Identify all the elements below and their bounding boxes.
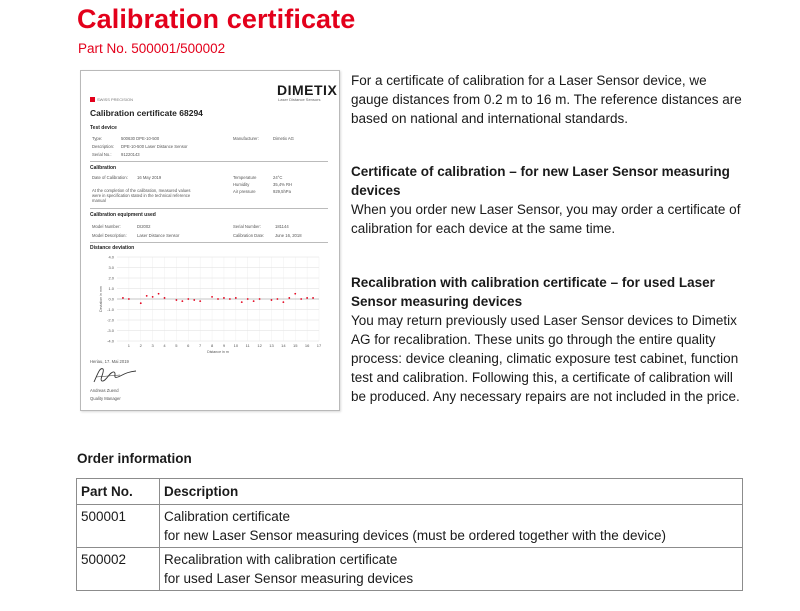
data-point xyxy=(253,300,255,302)
section-recal-heading: Recalibration with calibration certificate – for used Laser Sensor measuring devices xyxy=(351,275,715,309)
data-point xyxy=(294,293,296,295)
cert-field-value: June 16, 2018 xyxy=(275,233,302,238)
cert-note: At the completion of the calibration, measured values xyxy=(92,188,191,193)
cert-field-value: DI2002 xyxy=(137,224,151,229)
column-header-part-no: Part No. xyxy=(77,479,160,505)
data-point xyxy=(235,297,237,299)
calibration-heading: Calibration xyxy=(90,165,117,171)
data-point xyxy=(158,293,160,295)
description-cell xyxy=(160,548,743,591)
table-row xyxy=(77,505,743,548)
dimetix-logo: DIMETIX xyxy=(277,82,338,98)
part-number-cell: 500001 xyxy=(77,505,160,548)
data-point xyxy=(277,298,279,300)
description-line: for new Laser Sensor measuring devices (must be ordered together with the device) xyxy=(164,528,667,543)
cert-field-value: DPE-10-500 Laser Distance Sensor xyxy=(121,144,188,149)
data-point xyxy=(259,298,261,300)
distance-deviation-chart xyxy=(87,249,331,359)
description-line: for used Laser Sensor measuring devices xyxy=(164,571,414,586)
section-recalibration xyxy=(351,273,743,406)
certificate-image xyxy=(80,70,340,411)
page-title: Calibration certificate xyxy=(77,4,356,34)
x-tick-label: 1 xyxy=(127,343,130,348)
data-point xyxy=(241,301,243,303)
cert-field-label: Model Description: xyxy=(92,233,127,238)
divider xyxy=(90,242,328,243)
data-point xyxy=(193,299,195,301)
y-tick-label: -1.0 xyxy=(107,307,114,312)
cert-field-value: 181144 xyxy=(275,224,289,229)
cert-field-value: Dimetix AG xyxy=(273,136,294,141)
data-point xyxy=(181,300,183,302)
column-header-description: Description xyxy=(160,479,743,505)
cert-field-label: Description: xyxy=(92,144,115,149)
cert-field-label: Serial Number: xyxy=(233,224,261,229)
cert-note: manual xyxy=(92,198,106,203)
x-tick-label: 15 xyxy=(293,343,298,348)
intro-paragraph xyxy=(351,71,743,128)
y-tick-label: -2.0 xyxy=(107,317,114,323)
cert-field-label: Manufacturer: xyxy=(233,136,259,141)
x-tick-label: 12 xyxy=(257,343,262,348)
section-new-devices xyxy=(351,162,743,238)
description-cell xyxy=(160,505,743,548)
y-tick-label: 2.0 xyxy=(108,275,114,281)
data-point xyxy=(300,298,302,300)
signature-image xyxy=(90,365,140,385)
y-tick-label: 0.0 xyxy=(108,296,114,302)
cert-field-label: Type: xyxy=(92,136,103,141)
cert-field-label: Date of Calibration: xyxy=(92,175,128,180)
section-recal-body: You may return previously used Laser Sensor devices to Dimetix AG for recalibration. These units go through the entire quality process: device cleaning, climatic exposure test cabinet, function test and calibration. Following this, a certificate of calibration will be produced. Any necessary repairs are not included in the price. xyxy=(351,313,740,404)
description-line: Recalibration with calibration certificate xyxy=(164,552,398,567)
data-point xyxy=(128,298,130,300)
cert-field-value: 929,5hPa xyxy=(273,189,291,194)
cert-field-value: Laser Distance Sensor xyxy=(137,233,180,238)
data-point xyxy=(122,297,124,299)
order-table xyxy=(76,478,743,591)
data-point xyxy=(217,298,219,300)
data-point xyxy=(229,298,231,300)
test-device-heading: Test device xyxy=(90,125,117,131)
certificate-title: Calibration certificate 68294 xyxy=(90,108,203,118)
cert-field-value: 91220143 xyxy=(121,152,140,157)
data-point xyxy=(140,302,142,304)
place-date: Heriau, 17. Mai 2019 xyxy=(90,359,129,364)
data-point xyxy=(146,295,148,297)
equipment-heading: Calibration equipment used xyxy=(90,212,156,218)
data-point xyxy=(176,299,178,301)
y-axis-label: Deviation in mm xyxy=(99,286,103,312)
intro-text: For a certificate of calibration for a Laser Sensor device, we gauge distances from 0.2 m to 16 m. The reference distances are based on national and international standards. xyxy=(351,73,742,126)
cert-field-label: Model Number: xyxy=(92,224,121,229)
cert-field-label: Air pressure xyxy=(233,189,256,194)
section-new-heading: Certificate of calibration – for new Laser Sensor measuring devices xyxy=(351,164,730,198)
data-point xyxy=(271,299,273,301)
cert-note: were in specification stated in the technical reference xyxy=(92,193,191,198)
cert-field-value: 500630 DPE-10-500 xyxy=(121,136,160,141)
part-number-subtitle: Part No. 500001/500002 xyxy=(78,41,226,56)
order-information-heading: Order information xyxy=(77,451,192,466)
section-new-body: When you order new Laser Sensor, you may order a certificate of calibration for each device at the same time. xyxy=(351,202,741,236)
cert-field-value: 35,4% RH xyxy=(273,182,293,187)
x-tick-label: 11 xyxy=(245,343,250,348)
deviation-heading: Distance deviation xyxy=(90,245,135,251)
cert-field-value: 16 May 2019 xyxy=(137,175,162,180)
divider xyxy=(90,161,328,162)
x-tick-label: 7 xyxy=(199,343,202,348)
cert-field-label: Temperature xyxy=(233,175,257,180)
data-point xyxy=(152,296,154,298)
description-line: Calibration certificate xyxy=(164,509,291,524)
data-point xyxy=(211,296,213,298)
cert-field-label: Serial No.: xyxy=(92,152,112,157)
data-point xyxy=(187,298,189,300)
y-tick-label: 4.0 xyxy=(108,254,114,260)
table-row xyxy=(77,548,743,591)
divider xyxy=(90,208,328,209)
dimetix-logo-tagline: Laser Distance Sensors xyxy=(278,97,321,102)
x-tick-label: 10 xyxy=(233,343,239,348)
data-point xyxy=(247,298,249,300)
cert-field-label: Calibration Date: xyxy=(233,233,265,238)
table-header-row xyxy=(77,479,743,505)
data-point xyxy=(282,301,284,303)
swiss-flag-icon xyxy=(90,97,95,102)
signatory-role: Quality Manager xyxy=(90,396,121,401)
x-tick-label: 8 xyxy=(210,343,214,348)
x-tick-label: 5 xyxy=(175,343,178,348)
x-tick-label: 17 xyxy=(316,343,322,348)
x-tick-label: 9 xyxy=(222,343,226,348)
x-axis-label: Distance in m xyxy=(207,350,229,354)
x-tick-label: 13 xyxy=(269,343,274,348)
x-tick-label: 16 xyxy=(304,343,310,348)
x-tick-label: 2 xyxy=(139,343,142,348)
signatory-name: Andreas Zuend xyxy=(90,388,119,393)
x-tick-label: 6 xyxy=(187,343,190,348)
y-tick-label: -3.0 xyxy=(107,328,114,333)
data-point xyxy=(199,300,201,302)
made-in-label: SWISS PRECISION xyxy=(97,97,134,102)
x-tick-label: 3 xyxy=(151,343,154,348)
y-tick-label: 1.0 xyxy=(108,286,114,291)
data-point xyxy=(288,297,290,299)
data-point xyxy=(164,297,166,299)
data-point xyxy=(312,297,314,299)
data-point xyxy=(306,297,308,299)
x-tick-label: 14 xyxy=(281,343,286,348)
cert-field-label: Humidity xyxy=(233,182,250,187)
data-point xyxy=(223,297,225,299)
cert-field-value: 24°C xyxy=(273,175,283,180)
x-tick-label: 4 xyxy=(163,343,166,348)
part-number-cell: 500002 xyxy=(77,548,160,591)
y-tick-label: 3.0 xyxy=(108,265,114,270)
y-tick-label: -4.0 xyxy=(107,338,114,344)
